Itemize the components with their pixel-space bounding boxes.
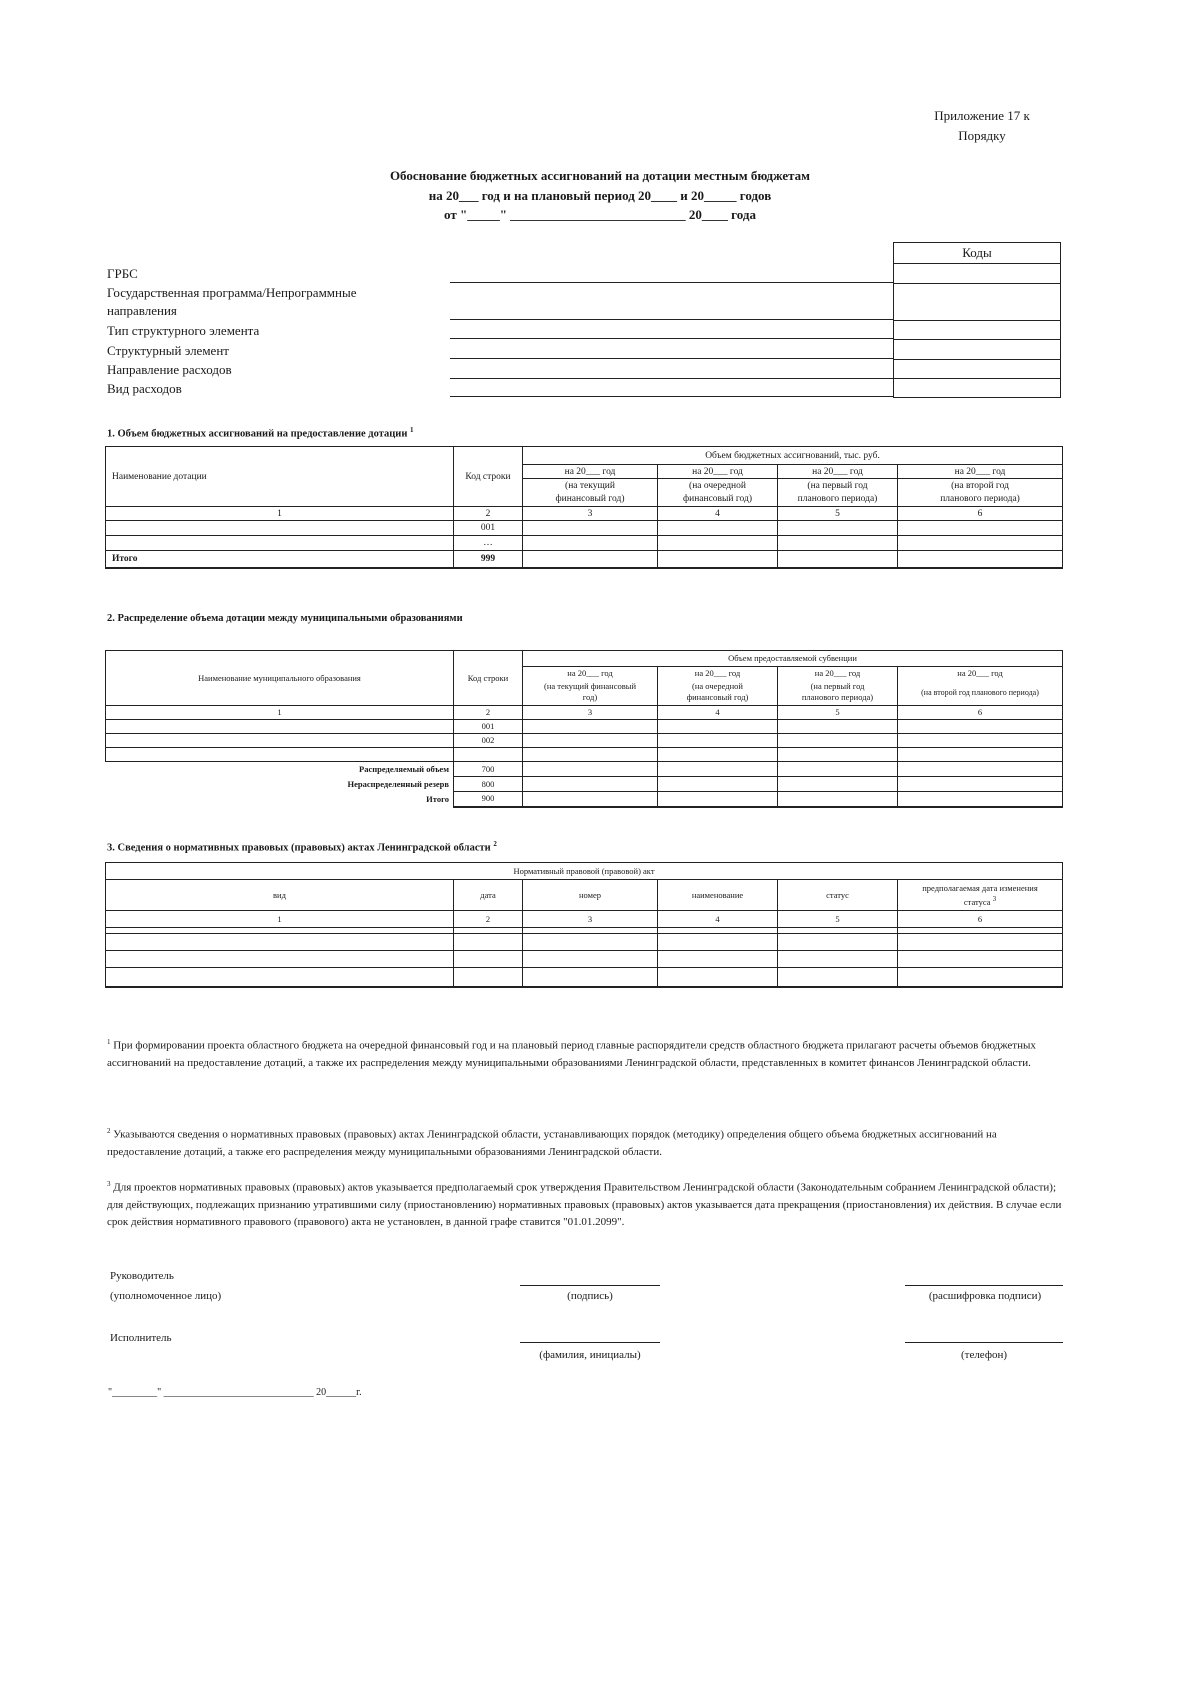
table-row: [106, 521, 1063, 536]
appendix-line-2: Порядку: [958, 128, 1006, 143]
col-header-group: Объем бюджетных ассигнований, тыс. руб.: [523, 447, 1063, 465]
input-cell[interactable]: [106, 748, 454, 762]
total-label: Итого: [106, 551, 454, 568]
table-row: [106, 968, 1063, 987]
section2-title: 2. Распределение объема дотации между муниципальными образованиями: [107, 613, 463, 624]
input-cell[interactable]: [106, 734, 454, 748]
col-number: 2: [454, 911, 523, 928]
input-cell[interactable]: [778, 748, 898, 762]
year-desc-1b: финансовый год): [523, 493, 658, 507]
input-cell[interactable]: [523, 734, 658, 748]
table-row: [106, 951, 1063, 968]
summary-label: Итого: [106, 792, 454, 807]
col-header-row-code: Код строки: [454, 651, 523, 706]
summary-label: Нераспределенный резерв: [106, 777, 454, 792]
label-structural-element: Структурный элемент: [107, 343, 229, 358]
document-title-line-2: на 20___ год и на плановый период 20____ и 20_____ годов: [428, 188, 772, 203]
input-cell[interactable]: [778, 792, 898, 807]
input-cell[interactable]: [658, 551, 778, 568]
col-number: 5: [778, 507, 898, 521]
legal-acts-table: [105, 862, 1063, 988]
summary-row: [106, 762, 1063, 777]
input-cell[interactable]: [778, 968, 898, 987]
col-number: 6: [898, 911, 1063, 928]
codes-title: Коды: [962, 245, 992, 260]
year-desc-4b: планового периода): [898, 493, 1063, 507]
expense-direction-fill-line[interactable]: [450, 378, 893, 379]
decoding-caption: (расшифровка подписи): [928, 1290, 1042, 1302]
year-header-2: на 20___ год: [658, 465, 778, 479]
code-cell-expense-direction[interactable]: [894, 359, 1060, 360]
input-cell[interactable]: [778, 551, 898, 568]
code-cell-grbs[interactable]: [894, 263, 1060, 264]
grbs-fill-line[interactable]: [450, 282, 893, 283]
expense-type-fill-line[interactable]: [450, 396, 893, 397]
input-cell[interactable]: [523, 536, 658, 551]
input-cell[interactable]: [658, 777, 778, 792]
input-cell[interactable]: [658, 762, 778, 777]
section3-title: 3. Сведения о нормативных правовых (правовых) актах Ленинградской области $^2$: [107, 840, 497, 854]
col-number: 4: [658, 911, 778, 928]
col-number: 3: [523, 706, 658, 720]
label-directions: направления: [107, 303, 177, 318]
col-number: 2: [454, 706, 523, 720]
footnote-1: $^1$ При формировании проекта областного бюджета на очередной финансовый год и на плановый период главные распорядители средств областного бюджета прилагают расчеты объемов бюджетных ассигнований на предоставление дотаций, а также их распределения между муниципальными образованиями Ленинградской области, представленных в комитет финансов Ленинградской области.: [107, 1038, 1036, 1069]
code-cell-structural-element[interactable]: [894, 339, 1060, 340]
year-desc-3: (на первый год планового периода): [778, 680, 898, 706]
input-cell[interactable]: [454, 968, 523, 987]
col-header-dotation-name: Наименование дотации: [106, 447, 454, 507]
year-desc-1: (на текущий финансовый год): [523, 680, 658, 706]
year-header-4: на 20___ год: [898, 667, 1063, 680]
column-number-row: [106, 706, 1063, 720]
input-cell[interactable]: [658, 734, 778, 748]
input-cell[interactable]: [658, 934, 778, 951]
year-desc-2: (на очередной финансовый год): [658, 680, 778, 706]
row-code: 002: [454, 734, 523, 748]
year-desc-2a: (на очередной: [658, 479, 778, 493]
input-cell[interactable]: [778, 777, 898, 792]
col-number: 2: [454, 507, 523, 521]
year-desc-4: (на второй год планового периода): [898, 680, 1063, 706]
input-cell[interactable]: [523, 748, 658, 762]
input-cell[interactable]: [898, 777, 1063, 792]
input-cell[interactable]: [523, 951, 658, 968]
year-header-2: на 20___ год: [658, 667, 778, 680]
input-cell[interactable]: [454, 748, 523, 762]
input-cell[interactable]: [523, 521, 658, 536]
year-header-3: на 20___ год: [778, 667, 898, 680]
year-desc-1a: (на текущий: [523, 479, 658, 493]
code-cell-program[interactable]: [894, 283, 1060, 284]
col-number: 6: [898, 507, 1063, 521]
input-cell[interactable]: [106, 536, 454, 551]
input-cell[interactable]: [523, 934, 658, 951]
table-row: [106, 934, 1063, 951]
label-structural-type: Тип структурного элемента: [107, 323, 260, 338]
summary-code: 700: [454, 762, 523, 777]
col-header-status: статус: [778, 880, 898, 911]
structural-type-fill-line[interactable]: [450, 338, 893, 339]
col-number: 3: [523, 507, 658, 521]
input-cell[interactable]: [778, 762, 898, 777]
col-header-municipality: Наименование муниципального образования: [106, 651, 454, 706]
summary-row: [106, 792, 1063, 807]
year-desc-2b: финансовый год): [658, 493, 778, 507]
input-cell[interactable]: [658, 792, 778, 807]
input-cell[interactable]: [658, 720, 778, 734]
year-header-3: на 20___ год: [778, 465, 898, 479]
input-cell[interactable]: [658, 536, 778, 551]
date-line[interactable]: "_________" ______________________________ 20______г.: [108, 1387, 362, 1398]
col-header-status-change-date: предполагаемая дата изменения статуса $^3$: [898, 880, 1063, 911]
input-cell[interactable]: [454, 934, 523, 951]
input-cell[interactable]: [523, 792, 658, 807]
codes-box: [893, 242, 1061, 398]
column-number-row: [106, 507, 1063, 521]
signature-caption: (подпись): [567, 1290, 613, 1302]
input-cell[interactable]: [523, 968, 658, 987]
input-cell[interactable]: [898, 792, 1063, 807]
executor-label: Исполнитель: [110, 1332, 172, 1344]
label-grbs: ГРБС: [107, 266, 138, 281]
col-header-name: наименование: [658, 880, 778, 911]
phone-line[interactable]: [905, 1342, 1063, 1343]
input-cell[interactable]: [898, 968, 1063, 987]
input-cell[interactable]: [106, 951, 454, 968]
col-number: 4: [658, 706, 778, 720]
col-number: 1: [106, 911, 454, 928]
year-desc-3a: (на первый год: [778, 479, 898, 493]
summary-code: 900: [454, 792, 523, 807]
input-cell[interactable]: [658, 951, 778, 968]
year-desc-4a: (на второй год: [898, 479, 1063, 493]
input-cell[interactable]: [106, 934, 454, 951]
row-code: 001: [454, 720, 523, 734]
col-number: 4: [658, 507, 778, 521]
appendix-line-1: Приложение 17 к: [934, 108, 1030, 123]
table-row: [106, 734, 1063, 748]
input-cell[interactable]: [898, 720, 1063, 734]
input-cell[interactable]: [523, 777, 658, 792]
input-cell[interactable]: [898, 748, 1063, 762]
summary-row: [106, 777, 1063, 792]
input-cell[interactable]: [898, 734, 1063, 748]
document-title-line-3: от "_____" ___________________________ 20____ года: [444, 207, 756, 222]
summary-code: 800: [454, 777, 523, 792]
year-header-1: на 20___ год: [523, 465, 658, 479]
column-number-row: [106, 911, 1063, 928]
input-cell[interactable]: [778, 951, 898, 968]
total-row: [106, 551, 1063, 568]
col-number: 1: [106, 706, 454, 720]
col-number: 1: [106, 507, 454, 521]
col-header-number: номер: [523, 880, 658, 911]
col-header-date: дата: [454, 880, 523, 911]
code-cell-structural-type[interactable]: [894, 320, 1060, 321]
input-cell[interactable]: [658, 968, 778, 987]
input-cell[interactable]: [778, 521, 898, 536]
year-header-1: на 20___ год: [523, 667, 658, 680]
input-cell[interactable]: [523, 720, 658, 734]
total-code: 999: [454, 551, 523, 568]
input-cell[interactable]: [106, 720, 454, 734]
input-cell[interactable]: [898, 762, 1063, 777]
col-header-group: Нормативный правовой (правовой) акт: [106, 863, 1063, 880]
head-label: Руководитель: [110, 1270, 174, 1282]
table-row: [106, 536, 1063, 551]
label-expense-direction: Направление расходов: [107, 362, 232, 377]
document-title-line-1: Обоснование бюджетных ассигнований на дотации местным бюджетам: [389, 168, 811, 183]
input-cell[interactable]: [106, 968, 454, 987]
col-number: 5: [778, 911, 898, 928]
input-cell[interactable]: [778, 720, 898, 734]
input-cell[interactable]: [898, 934, 1063, 951]
program-fill-line[interactable]: [450, 319, 893, 320]
input-cell[interactable]: [898, 536, 1063, 551]
decoding-line[interactable]: [905, 1285, 1063, 1286]
col-number: 3: [523, 911, 658, 928]
col-number: 6: [898, 706, 1063, 720]
col-header-type: вид: [106, 880, 454, 911]
executor-name-line[interactable]: [520, 1342, 660, 1343]
section1-title: 1. Объем бюджетных ассигнований на предоставление дотации $^1$: [107, 426, 414, 440]
input-cell[interactable]: [658, 748, 778, 762]
phone-caption: (телефон): [960, 1349, 1008, 1361]
footnote-2: $^2$ Указываются сведения о нормативных правовых (правовых) актах Ленинградской области, устанавливающих порядок (методику) определения общего объема бюджетных ассигнований на предоставление дотаций, а также его распределения между муниципальными образованиями Ленинградской области.: [107, 1127, 997, 1158]
input-cell[interactable]: [898, 551, 1063, 568]
label-state-program: Государственная программа/Непрограммные: [107, 285, 357, 300]
row-code: 001: [454, 521, 523, 536]
col-header-row-code: Код строки: [454, 447, 523, 507]
input-cell[interactable]: [523, 762, 658, 777]
input-cell[interactable]: [454, 951, 523, 968]
dotation-volume-table: [105, 446, 1063, 569]
code-cell-expense-type[interactable]: [894, 378, 1060, 379]
input-cell[interactable]: [778, 536, 898, 551]
input-cell[interactable]: [523, 551, 658, 568]
year-desc-3b: планового периода): [778, 493, 898, 507]
footnote-3: $^3$ Для проектов нормативных правовых (правовых) актов указывается предполагаемый срок утверждения Правительством Ленинградской области (Законодательным собранием Ленинградской области); для действующих, подлежащих признанию утратившими силу (приостановлению) нормативных правовых (правовых) актов указывается дата прекращения (приостановления) их действия. В случае если срок действия нормативного правового (правового) акта не установлен, в данной графе ставится "01.01.2099".: [107, 1180, 1062, 1228]
input-cell[interactable]: [778, 934, 898, 951]
appendix-reference: [912, 106, 1052, 146]
name-caption: (фамилия, инициалы): [539, 1349, 641, 1361]
structural-element-fill-line[interactable]: [450, 358, 893, 359]
signature-line[interactable]: [520, 1285, 660, 1286]
col-header-group: Объем предоставляемой субвенции: [523, 651, 1063, 667]
summary-label: Распределяемый объем: [106, 762, 454, 777]
head-authorized-label: (уполномоченное лицо): [110, 1290, 222, 1302]
input-cell[interactable]: [898, 951, 1063, 968]
table-row: [106, 720, 1063, 734]
input-cell[interactable]: [898, 521, 1063, 536]
row-code: …: [454, 536, 523, 551]
year-header-4: на 20___ год: [898, 465, 1063, 479]
dotation-distribution-table: [105, 650, 1063, 808]
input-cell[interactable]: [778, 734, 898, 748]
input-cell[interactable]: [106, 521, 454, 536]
label-expense-type: Вид расходов: [107, 381, 182, 396]
col-number: 5: [778, 706, 898, 720]
table-row: [106, 748, 1063, 762]
input-cell[interactable]: [658, 521, 778, 536]
